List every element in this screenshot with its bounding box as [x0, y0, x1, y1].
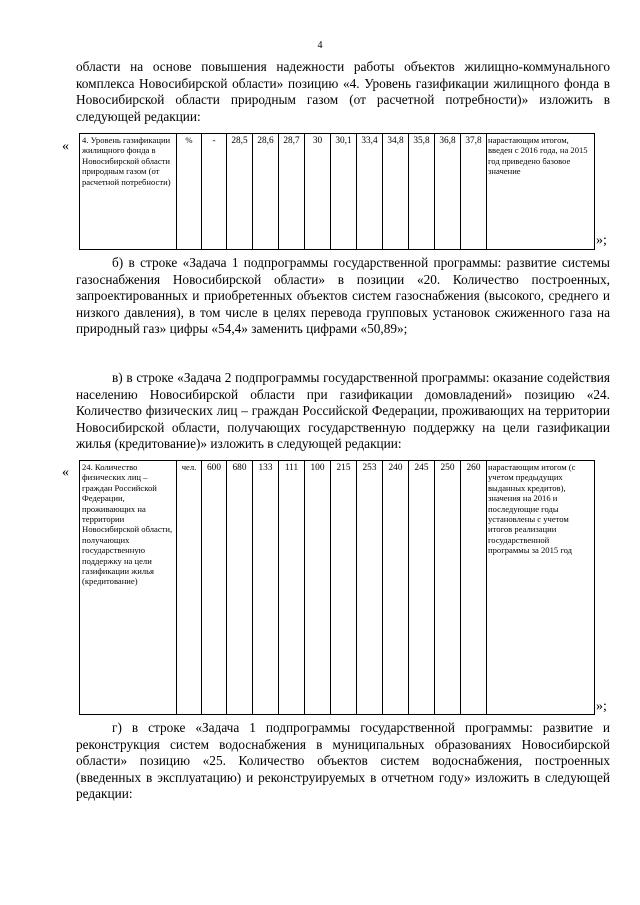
- paragraph-g: г) в строке «Задача 1 подпрограммы государственной программы: развитие и реконструкция систем водоснабжения в муниципальных образованиях Новосибирской области» позицию «25. Количество объектов систем водоснабжения, построенных (введенных в эксплуатацию) и реконструируемых в отчетном году» изложить в следующей редакции:: [76, 720, 610, 801]
- table2-open-quote: «: [62, 465, 69, 480]
- unit-cell: чел.: [177, 461, 202, 715]
- value-cell: 600: [202, 461, 227, 715]
- value-cell: 245: [409, 461, 435, 715]
- indicator-table-gasification: [79, 133, 595, 250]
- indicator-name: 4. Уровень газификации жилищного фонда в Новосибирской области природным газом (от расчетной потребности): [80, 134, 177, 250]
- value-cell: 680: [227, 461, 253, 715]
- paragraph-b: б) в строке «Задача 1 подпрограммы государственной программы: развитие системы газоснабжения Новосибирской области» в позиции «20. Количество построенных, запроектированных и приобретенных объектов систем газоснабжения (высокого, среднего и низкого давления), в том числе в целях перевода групповых установок сжиженного газа на природный газ» цифры «54,4» заменить цифрами «50,89»;: [76, 255, 610, 336]
- value-cell: 240: [383, 461, 409, 715]
- value-cell: 37,8: [461, 134, 487, 250]
- value-cell: 28,7: [279, 134, 305, 250]
- note-cell: нарастающим итогом, введен с 2016 года, на 2015 год приведено базовое значение: [487, 134, 595, 250]
- page-number: 4: [317, 40, 323, 51]
- unit-cell: %: [177, 134, 202, 250]
- value-cell: 30: [305, 134, 331, 250]
- table-row: [80, 134, 595, 250]
- value-cell: 111: [279, 461, 305, 715]
- value-cell: 33,4: [357, 134, 383, 250]
- value-cell: -: [202, 134, 227, 250]
- value-cell: 30,1: [331, 134, 357, 250]
- value-cell: 28,6: [253, 134, 279, 250]
- table-row: [80, 461, 595, 715]
- table2-close-quote: »;: [596, 699, 607, 714]
- table1-close-quote: »;: [596, 233, 607, 248]
- value-cell: 36,8: [435, 134, 461, 250]
- value-cell: 100: [305, 461, 331, 715]
- indicator-name: 24. Количество физических лиц – граждан Российской Федерации, проживающих на территории Новосибирской области, получающих государственную поддержку на цели газификации жилья (кредитование): [80, 461, 177, 715]
- value-cell: 35,8: [409, 134, 435, 250]
- value-cell: 250: [435, 461, 461, 715]
- indicator-table-credit-support: [79, 460, 595, 715]
- paragraph-v: в) в строке «Задача 2 подпрограммы государственной программы: оказание содействия населению Новосибирской области при газификации домовладений» позицию «24. Количество физических лиц – граждан Российской Федерации, проживающих на территории Новосибирской области, получающих государственную поддержку на цели газификации жилья (кредитование)» изложить в следующей редакции:: [76, 370, 610, 451]
- note-cell: нарастающим итогом (с учетом предыдущих выданных кредитов), значения на 2016 и последующие годы установлены с учетом итогов реализации государственной программы за 2015 год: [487, 461, 595, 715]
- paragraph-intro: области на основе повышения надежности работы объектов жилищно-коммунального комплекса Новосибирской области» позицию «4. Уровень газификации жилищного фонда в Новосибирской области природным газом (от расчетной потребности)» изложить в следующей редакции:: [76, 59, 610, 124]
- value-cell: 34,8: [383, 134, 409, 250]
- value-cell: 28,5: [227, 134, 253, 250]
- value-cell: 260: [461, 461, 487, 715]
- value-cell: 133: [253, 461, 279, 715]
- table1-open-quote: «: [62, 139, 69, 154]
- value-cell: 253: [357, 461, 383, 715]
- value-cell: 215: [331, 461, 357, 715]
